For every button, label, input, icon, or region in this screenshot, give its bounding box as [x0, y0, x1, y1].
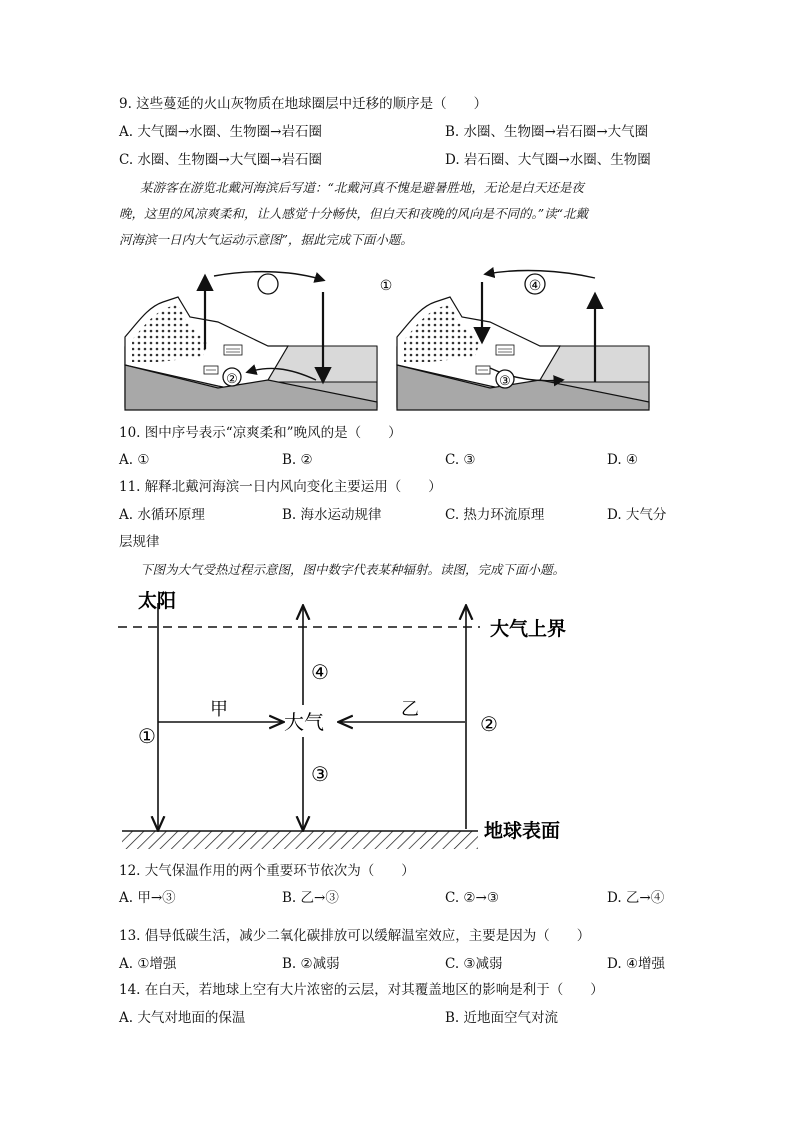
label-n3: ③: [311, 762, 329, 786]
atmosphere-heating-diagram: [118, 585, 598, 853]
q10-option-c[interactable]: C. ③: [445, 452, 476, 468]
label-2: ②: [226, 372, 238, 387]
q10-option-b[interactable]: B. ②: [282, 452, 313, 468]
q9-option-b[interactable]: B. 水圈、生物圈→岩石圈→大气圈: [445, 124, 649, 140]
ground-hatch: [122, 831, 478, 849]
intro1-line2: 晚，这里的风凉爽柔和，让人感觉十分畅快，但白天和夜晚的风向是不同的。”读“北戴: [119, 206, 589, 221]
label-n2: ②: [480, 712, 498, 736]
q10-option-a[interactable]: A. ①: [119, 452, 150, 468]
day-panel: [125, 272, 377, 410]
q11-option-a[interactable]: A. 水循环原理: [119, 507, 205, 523]
label-yi: 乙: [401, 699, 419, 720]
label-atmosphere: 大气: [284, 710, 324, 734]
q14-stem: 14. 在白天，若地球上空有大片浓密的云层，对其覆盖地区的影响是利于（ ）: [119, 982, 604, 998]
label-jia: 甲: [210, 699, 228, 720]
q11-option-d-cont: 层规律: [119, 534, 160, 550]
q10-stem: 10. 图中序号表示“凉爽柔和”晚风的是（ ）: [119, 425, 402, 441]
night-panel: [397, 271, 649, 410]
q13-option-d[interactable]: D. ④增强: [607, 956, 666, 972]
sea-breeze-diagram: [118, 262, 668, 410]
label-1: ①: [379, 278, 393, 294]
q13-stem: 13. 倡导低碳生活，减少二氧化碳排放可以缓解温室效应，主要是因为（ ）: [119, 928, 591, 944]
label-3: ③: [499, 374, 511, 389]
intro1-line3: 河海滨一日内大气运动示意图”，据此完成下面小题。: [119, 232, 413, 247]
q14-option-b[interactable]: B. 近地面空气对流: [445, 1010, 559, 1026]
q9-stem: 9. 这些蔓延的火山灰物质在地球圈层中迁移的顺序是（ ）: [119, 96, 488, 112]
q10-option-d[interactable]: D. ④: [607, 452, 639, 468]
intro1-line1: 某游客在游览北戴河海滨后写道：“北戴河真不愧是避暑胜地，无论是白天还是夜: [140, 180, 584, 195]
q12-option-a[interactable]: A. 甲→③: [119, 890, 176, 906]
q11-option-d[interactable]: D. 大气分: [607, 507, 667, 523]
q9-option-a[interactable]: A. 大气圈→水圈、生物圈→岩石圈: [119, 124, 322, 140]
intro2: 下图为大气受热过程示意图，图中数字代表某种辐射。读图，完成下面小题。: [140, 562, 566, 577]
q11-stem: 11. 解释北戴河海滨一日内风向变化主要运用（ ）: [119, 479, 442, 495]
q11-option-b[interactable]: B. 海水运动规律: [282, 507, 382, 523]
q9-option-c[interactable]: C. 水圈、生物圈→大气圈→岩石圈: [119, 152, 323, 168]
q11-option-c[interactable]: C. 热力环流原理: [445, 507, 545, 523]
label-4: ④: [528, 278, 542, 294]
q9-option-d[interactable]: D. 岩石圈、大气圈→水圈、生物圈: [445, 152, 651, 168]
atmosphere-top-label: 大气上界: [490, 618, 567, 640]
q12-option-c[interactable]: C. ②→③: [445, 890, 499, 906]
q13-option-b[interactable]: B. ②减弱: [282, 956, 340, 972]
surface-label: 地球表面: [484, 820, 561, 842]
q13-option-a[interactable]: A. ①增强: [119, 956, 177, 972]
q12-option-d[interactable]: D. 乙→④: [607, 890, 665, 906]
q14-option-a[interactable]: A. 大气对地面的保温: [119, 1010, 246, 1026]
label-n1: ①: [138, 724, 156, 748]
label-n4: ④: [311, 660, 329, 684]
q12-option-b[interactable]: B. 乙→③: [282, 890, 339, 906]
q13-option-c[interactable]: C. ③减弱: [445, 956, 503, 972]
sun-label: 太阳: [138, 590, 177, 612]
q12-stem: 12. 大气保温作用的两个重要环节依次为（ ）: [119, 863, 415, 879]
